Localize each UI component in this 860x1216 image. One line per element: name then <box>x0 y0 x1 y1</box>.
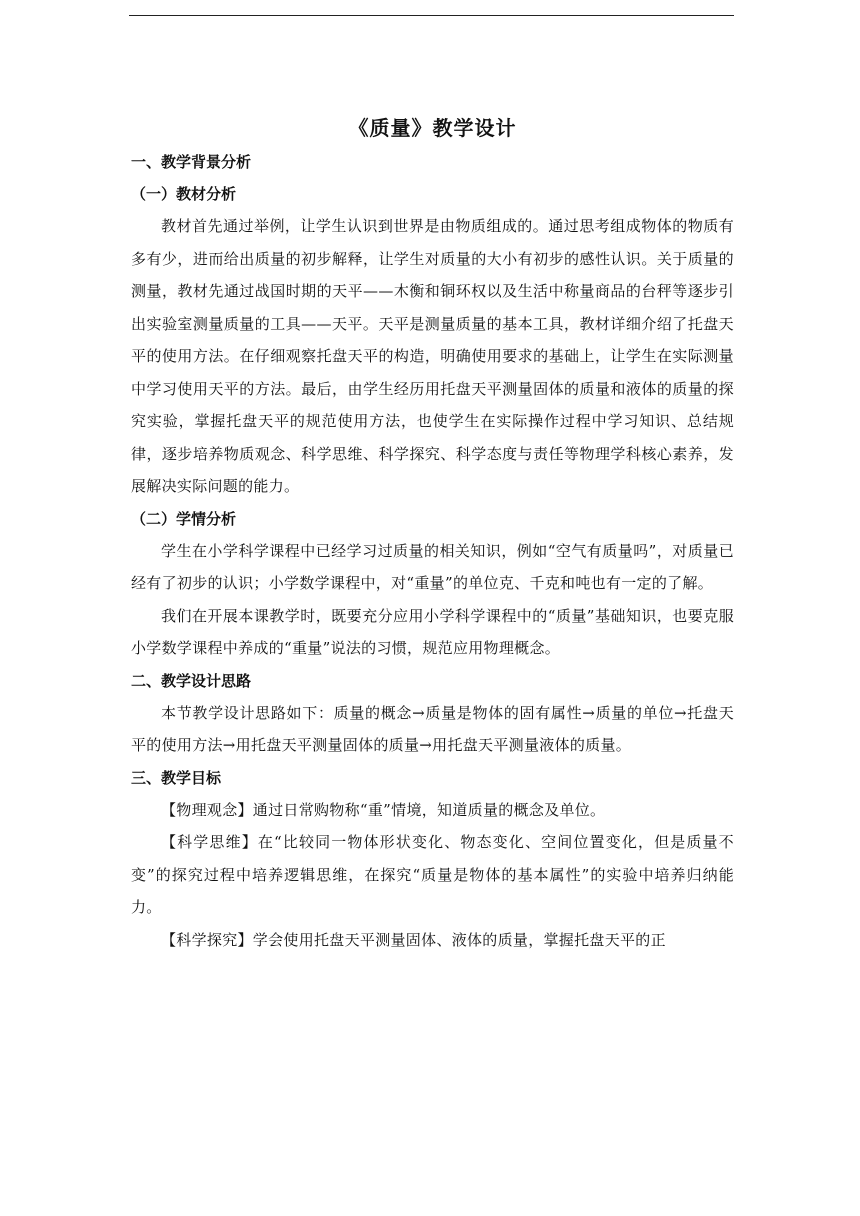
goal-scientific-thinking: 【科学思维】在“比较同一物体形状变化、物态变化、空间位置变化，但是质量不变”的探究过程中培养逻辑思维，在探究“质量是物体的基本属性”的实验中培养归纳能力。 <box>131 833 734 916</box>
goal-physics-concept: 【物理观念】通过日常购物称“重”情境，知道质量的概念及单位。 <box>161 800 606 819</box>
textbook-analysis-paragraph: 教材首先通过举例，让学生认识到世界是由物质组成的。通过思考组成物体的物质有多有少，进而给出质量的初步解释，让学生对质量的大小有初步的感性认识。关于质量的测量，教材先通过战国时期的天平——木衡和铜环权以及生活中称量商品的台秤等逐步引出实验室测量质量的工具——天平。天平是测量质量的基本工具，教材详细介绍了托盘天平的使用方法。在仔细观察托盘天平的构造，明确使用要求的基础上，让学生在实际测量中学习使用天平的方法。最后，由学生经历用托盘天平测量固体的质量和液体的质量的探究实验，掌握托盘天平的规范使用方法，也使学生在实际操作过程中学习知识、总结规律，逐步培养物质观念、科学思维、科学探究、科学态度与责任等物理学科核心素养，发展解决实际问题的能力。 <box>131 217 734 495</box>
student-analysis-paragraph-1: 学生在小学科学课程中已经学习过质量的相关知识，例如“空气有质量吗”，对质量已经有了初步的认识；小学数学课程中，对“重量”的单位克、千克和吨也有一定的了解。 <box>131 541 734 592</box>
student-analysis-paragraph-2: 我们在开展本课教学时，既要充分应用小学科学课程中的“质量”基础知识，也要克服小学数学课程中养成的“重量”说法的习惯，规范应用物理概念。 <box>131 606 734 657</box>
subsection-heading-students: （二）学情分析 <box>131 509 237 528</box>
section-heading-background: 一、教学背景分析 <box>131 153 252 171</box>
design-idea-paragraph: 本节教学设计思路如下：质量的概念→质量是物体的固有属性→质量的单位→托盘天平的使用方法→用托盘天平测量固体的质量→用托盘天平测量液体的质量。 <box>131 703 734 754</box>
document-page <box>131 110 734 956</box>
subsection-heading-textbook: （一）教材分析 <box>131 185 237 203</box>
goal-scientific-inquiry: 【科学探究】学会使用托盘天平测量固体、液体的质量，掌握托盘天平的正 <box>161 930 666 949</box>
header-rule <box>129 15 734 16</box>
document-title: 《质量》教学设计 <box>348 116 517 140</box>
section-heading-design: 二、教学设计思路 <box>131 671 252 690</box>
section-heading-goals: 三、教学目标 <box>131 768 222 787</box>
